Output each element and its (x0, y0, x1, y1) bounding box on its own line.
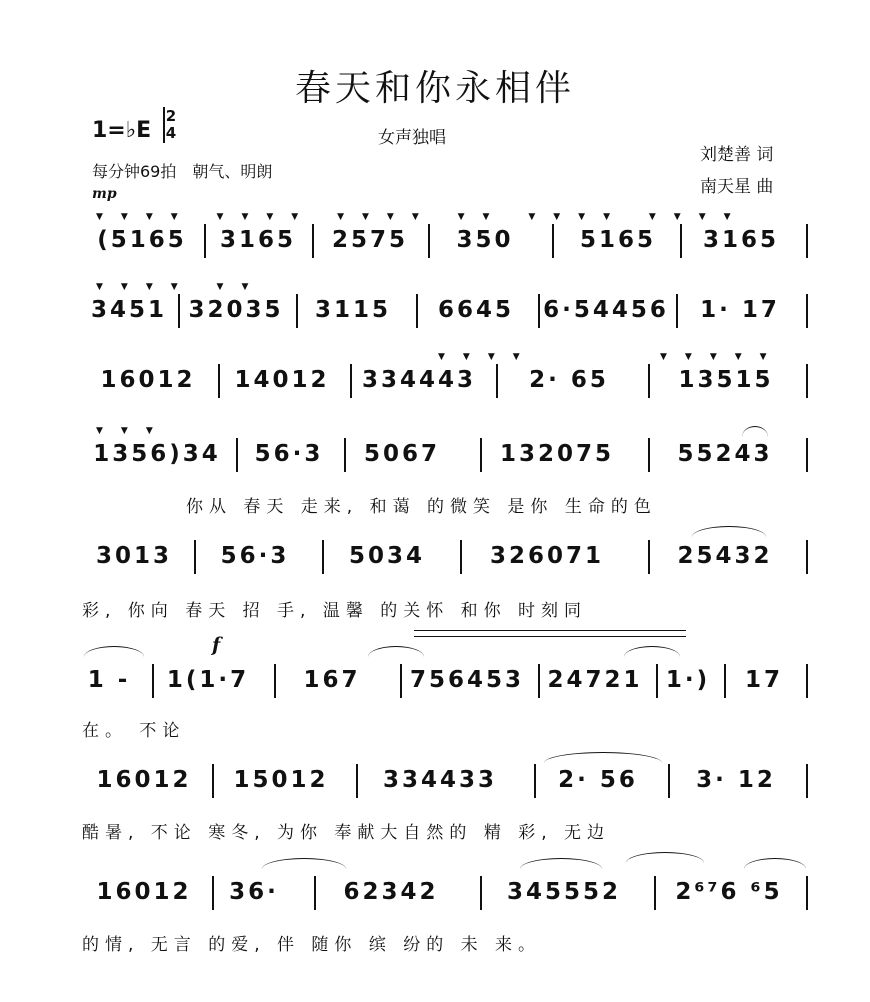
measure: 1(1·7 (166, 667, 250, 693)
measure: 24721 (547, 667, 643, 693)
measure: 334433 (382, 767, 498, 793)
measure: 132075 (499, 441, 615, 467)
measure: (5165 (97, 227, 187, 253)
lyric-line: 在。 不论 (82, 721, 186, 741)
lyricist-credit: 刘楚善 词 (700, 145, 774, 165)
music-system-8 (82, 878, 812, 906)
measure: 3451 (90, 297, 167, 323)
measure: 17 (744, 667, 783, 693)
measure: 345552 (506, 879, 622, 905)
key-signature: 1=♭E (92, 118, 152, 143)
measure: 14012 (234, 367, 330, 393)
dynamic-f: f (212, 634, 221, 656)
composer-credit: 南天星 曲 (700, 177, 774, 197)
measure: 2575 (331, 227, 408, 253)
lyric-line: 彩, 你向 春天 招 手, 温馨 的关怀 和你 时刻同 (82, 601, 588, 621)
measure: 3165 (702, 227, 779, 253)
measure: 2⁶⁷6 ⁶5 (675, 879, 783, 905)
measure: 1· 17 (700, 297, 780, 323)
measure: 25432 (677, 543, 773, 569)
music-system-7 (82, 766, 812, 794)
measure: 756453 (409, 667, 525, 693)
time-signature-bottom: 4 (165, 124, 177, 142)
measure: 350 (456, 227, 514, 253)
measure: 5034 (348, 543, 425, 569)
measure: 32035 (188, 297, 284, 323)
lyric-line: 的情, 无言 的爱, 伴 随你 缤 纷的 未 来。 (82, 935, 542, 955)
measure: 1 - (87, 667, 131, 693)
measure: 2· 56 (558, 767, 638, 793)
music-system-1 (82, 226, 812, 254)
measure: 15012 (233, 767, 329, 793)
measure: 16012 (96, 767, 192, 793)
time-signature-top: 2 (165, 107, 177, 125)
music-system-3 (82, 366, 812, 394)
measure: 6645 (437, 297, 514, 323)
measure: 1·) (665, 667, 711, 693)
measure: 167 (303, 667, 361, 693)
music-system-5 (82, 542, 812, 570)
music-system-6 (82, 666, 812, 694)
measure: 3165 (219, 227, 296, 253)
measure: 62342 (343, 879, 439, 905)
measure: 13515 (678, 367, 774, 393)
measure: 326071 (489, 543, 605, 569)
song-title: 春天和你永相伴 (294, 68, 575, 109)
measure: 5067 (363, 441, 440, 467)
measure: 16012 (100, 367, 196, 393)
measure: 55243 (677, 441, 773, 467)
measure: 5165 (579, 227, 656, 253)
music-system-2 (82, 296, 812, 324)
measure: 3013 (95, 543, 172, 569)
measure: 1356)34 (93, 441, 221, 467)
time-signature (163, 108, 179, 142)
measure: 334443 (361, 367, 477, 393)
measure: 3· 12 (696, 767, 776, 793)
measure: 16012 (96, 879, 192, 905)
music-system-4 (82, 440, 812, 468)
tempo-marking: 每分钟69拍 朝气、明朗 (92, 162, 273, 181)
measure: 56·3 (254, 441, 324, 467)
dynamic-mp: mp (92, 186, 117, 202)
measure: 56·3 (220, 543, 290, 569)
lyric-line: 酷暑, 不论 寒冬, 为你 奉献大自然的 精 彩, 无边 (82, 823, 611, 843)
lyric-line: 你从 春天 走来, 和蔼 的微笑 是你 生命的色 (186, 497, 657, 517)
measure: 2· 65 (529, 367, 609, 393)
measure: 36· (229, 879, 279, 905)
measure: 3115 (314, 297, 391, 323)
measure: 6·54456 (543, 297, 669, 323)
performance-type: 女声独唱 (378, 128, 446, 148)
